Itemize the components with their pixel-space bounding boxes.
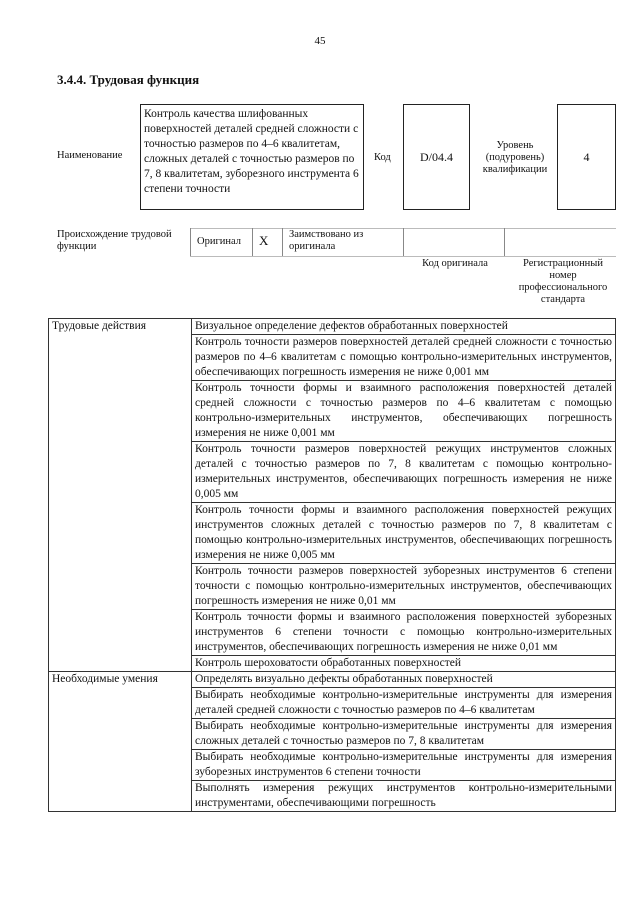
table-row <box>49 672 616 688</box>
table-cell: Контроль точности формы и взаимного расположения поверхностей зуборезных инструментов 6 степени точности с помощью контрольно-измерительных инструментов, обеспечивающих погрешность измерения не ниже 0,01 мм <box>192 610 616 656</box>
original-label: Оригинал <box>197 236 241 247</box>
table-cell: Контроль точности формы и взаимного расположения поверхностей деталей средней сложности с точностью размеров по 4–6 квалитетам с помощью контрольно-измерительных инструментов, обеспечивающих погрешность измерения не ниже 0,001 мм <box>192 381 616 442</box>
origin-label: Происхождение трудовой функции <box>57 229 172 252</box>
table-row <box>49 319 616 335</box>
name-label: Наименование <box>57 150 123 161</box>
section-heading: Трудовые действия <box>49 319 192 672</box>
table-cell: Выбирать необходимые контрольно-измерительные инструменты для измерения деталей средней сложности с точностью размеров по 4–6 квалитетам <box>192 688 616 719</box>
level-value-box <box>557 104 616 210</box>
original-mark: X <box>259 233 269 248</box>
level-value: 4 <box>583 149 590 164</box>
table-cell: Контроль точности размеров поверхностей режущих инструментов сложных деталей с точностью размеров по 7, 8 квалитетам с помощью контрольно-измерительных инструментов, обеспечивающих погрешность измерения не ниже 0,005 мм <box>192 442 616 503</box>
function-name-box: Контроль качества шлифованных поверхностей деталей средней сложности с точностью размеров по 4–6 квалитетам, сложных деталей с точностью размеров по 7, 8 квалитетам, зуборезного инструмента 6 степени точности <box>140 104 364 210</box>
table-cell: Контроль точности формы и взаимного расположения поверхностей режущих инструментов сложных деталей с точностью размеров по 7, 8 квалитетам с помощью контрольно-измерительных инструментов, обеспечивающих погрешность измерения не ниже 0,005 мм <box>192 503 616 564</box>
table-cell: Контроль точности размеров поверхностей деталей средней сложности с точностью размеров по 4–6 квалитетам с помощью контрольно-измерительных инструментов, обеспечивающих погрешность измерения не ниже 0,001 мм <box>192 335 616 381</box>
code-label: Код <box>374 152 391 163</box>
level-label: Уровень (подуровень) квалификации <box>482 140 548 175</box>
reg-number-label: Регистрационный номер профессионального стандарта <box>518 258 608 305</box>
table-cell: Выбирать необходимые контрольно-измерительные инструменты для измерения зуборезных инструментов 6 степени точности <box>192 750 616 781</box>
table-cell: Контроль точности размеров поверхностей зуборезных инструментов 6 степени точности с помощью контрольно-измерительных инструментов, обеспечивающих погрешность измерения не ниже 0,01 мм <box>192 564 616 610</box>
section-heading: Необходимые умения <box>49 672 192 812</box>
table-cell: Визуальное определение дефектов обработанных поверхностей <box>192 319 616 335</box>
code-value: D/04.4 <box>420 149 453 164</box>
table-cell: Выбирать необходимые контрольно-измерительные инструменты для измерения сложных деталей с точностью размеров по 7, 8 квалитетам <box>192 719 616 750</box>
function-table <box>48 318 616 812</box>
page-number: 45 <box>314 35 326 47</box>
code-value-box <box>403 104 470 210</box>
table-cell: Определять визуально дефекты обработанных поверхностей <box>192 672 616 688</box>
borrowed-label: Заимствовано из оригинала <box>289 229 364 252</box>
code-original-label: Код оригинала <box>422 258 488 269</box>
table-cell: Контроль шероховатости обработанных поверхностей <box>192 656 616 672</box>
section-title: 3.4.4. Трудовая функция <box>57 72 200 87</box>
table-cell: Выполнять измерения режущих инструментов контрольно-измерительными инструментами, обеспечивающими погрешность <box>192 781 616 812</box>
